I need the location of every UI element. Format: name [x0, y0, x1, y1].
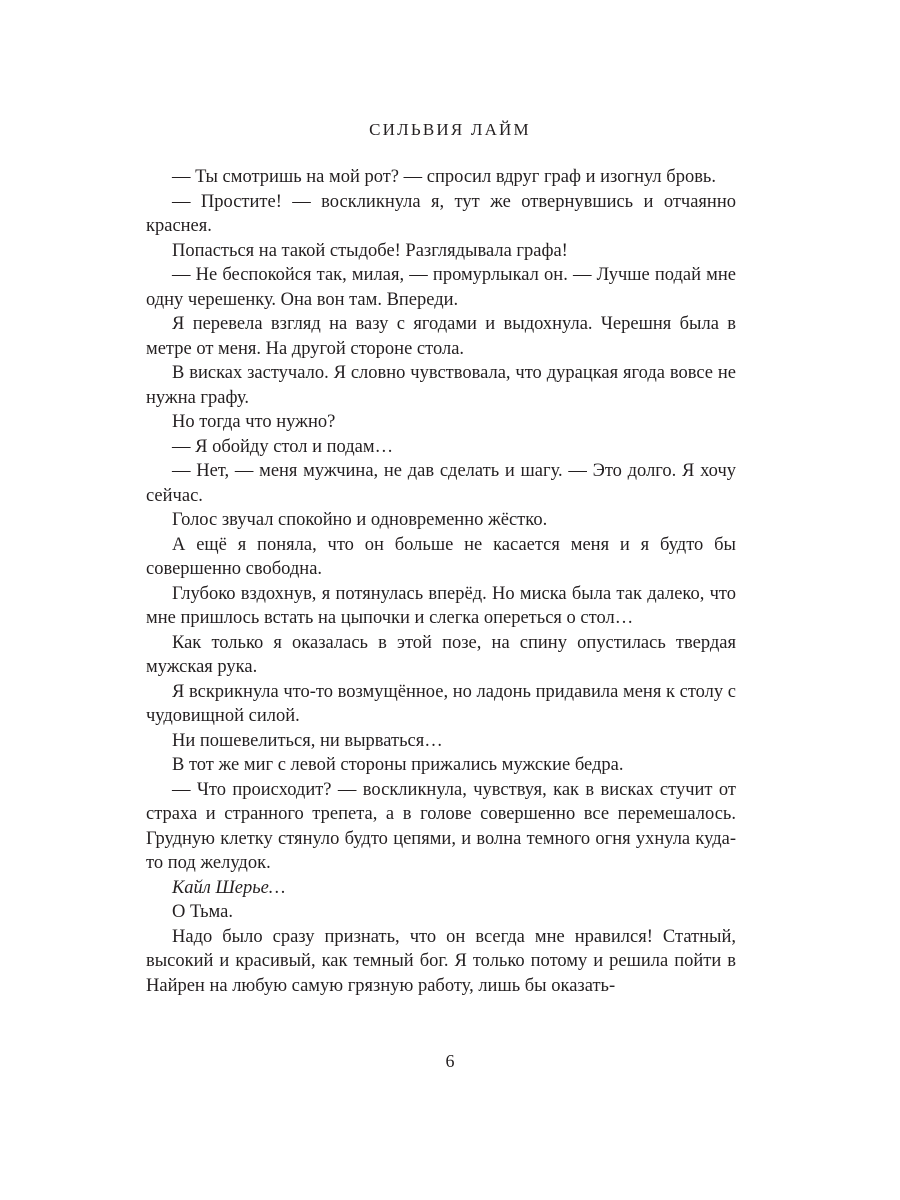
paragraph: А ещё я поняла, что он больше не касается меня и я будто бы совершенно свободна. — [146, 534, 736, 579]
paragraph: Я вскрикнула что-то возмущённое, но ладонь придавила меня к столу с чудовищной силой. — [146, 681, 736, 726]
paragraph: — Не беспокойся так, милая, — промурлыкал он. — Лучше подай мне одну черешенку. Она вон там. Впереди. — [146, 265, 736, 310]
paragraph: О Тьма. — [172, 902, 233, 922]
running-header: СИЛЬВИЯ ЛАЙМ — [369, 120, 531, 139]
paragraph: — Нет, — меня мужчина, не дав сделать и шагу. — Это долго. Я хочу сейчас. — [146, 461, 736, 506]
paragraph: В висках застучало. Я словно чувствовала, что дурацкая ягода вовсе не нужна графу. — [146, 363, 736, 408]
paragraph: В тот же миг с левой стороны прижались мужские бедра. — [172, 755, 624, 775]
paragraph: Ни пошевелиться, ни вырваться… — [172, 730, 443, 751]
page-number: 6 — [445, 1051, 455, 1071]
paragraph: — Простите! — воскликнула я, тут же отвернувшись и отчаянно краснея. — [146, 191, 736, 236]
paragraph: — Я обойду стол и подам… — [172, 436, 394, 457]
paragraph: Глубоко вздохнув, я потянулась вперёд. Но миска была так далеко, что мне пришлось встать на цыпочки и слегка опереться о стол… — [146, 583, 736, 628]
paragraph: Попасться на такой стыдобе! Разглядывала графа! — [172, 240, 568, 261]
paragraph: Как только я оказалась в этой позе, на спину опустилась твердая мужская рука. — [146, 632, 736, 677]
paragraph-italic: Кайл Шерье… — [172, 877, 286, 898]
paragraph: — Что происходит? — воскликнула, чувствуя, как в висках стучит от страха и странного трепета, а в голове совершенно все перемешалось. Грудную клетку стянуло будто цепями, и волна темного огня ухнула куда-то под желудок. — [146, 779, 736, 873]
paragraph: Надо было сразу признать, что он всегда мне нравился! Статный, высокий и красивый, как темный бог. Я только потому и решила пойти в Найрен на любую самую грязную работу, лишь бы оказать- — [146, 926, 736, 996]
body-text — [146, 165, 736, 998]
paragraph: Но тогда что нужно? — [172, 412, 336, 432]
paragraph: — Ты смотришь на мой рот? — спросил вдруг граф и изогнул бровь. — [172, 167, 716, 187]
paragraph: Я перевела взгляд на вазу с ягодами и выдохнула. Черешня была в метре от меня. На другой стороне стола. — [146, 314, 736, 359]
paragraph: Голос звучал спокойно и одновременно жёстко. — [172, 510, 548, 530]
